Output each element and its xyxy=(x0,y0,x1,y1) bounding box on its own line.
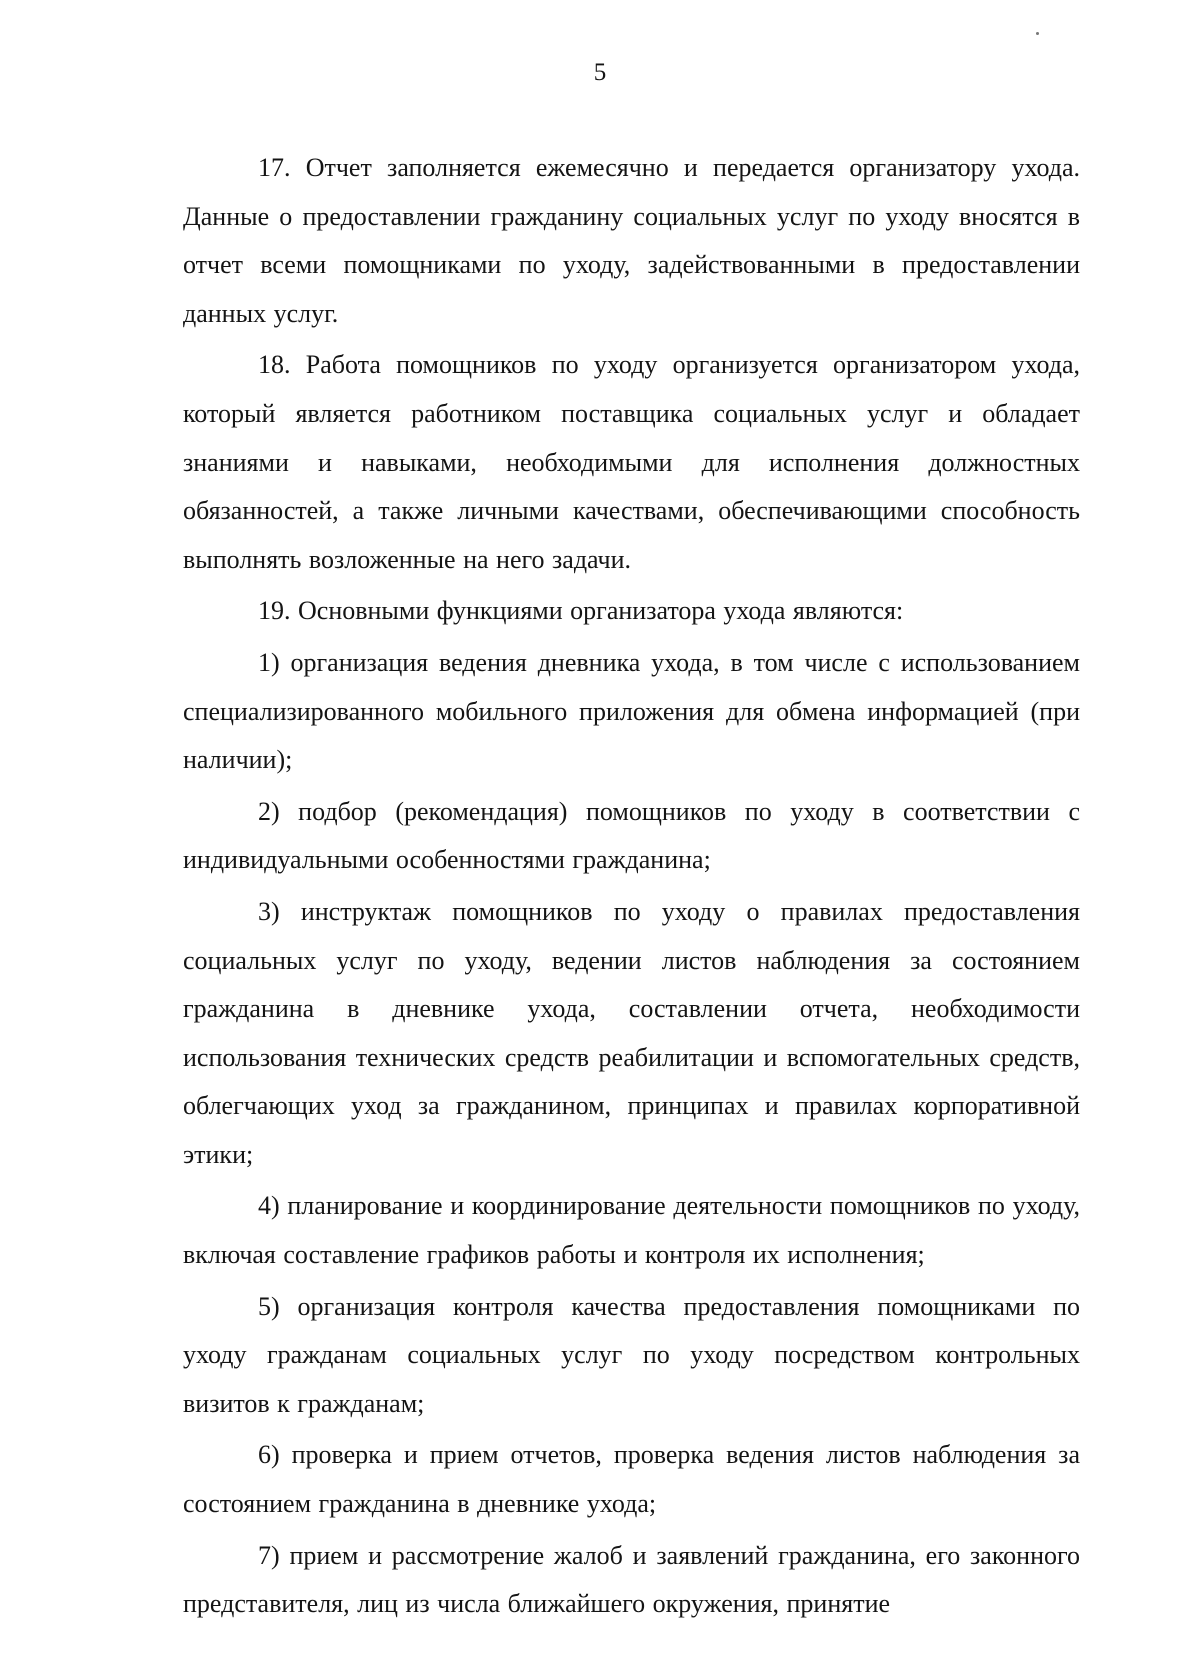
paragraph-18: 18. Работа помощников по уходу организуется организатором ухода, который является работником поставщика социальных услуг и обладает знаниями и навыками, необходимыми для исполнения должностных обязанностей, а также личными качествами, обеспечивающими способность выполнять возложенные на него задачи. xyxy=(183,350,1080,574)
list-item-5: 5) организация контроля качества предоставления помощниками по уходу гражданам социальных услуг по уходу посредством контрольных визитов к гражданам; xyxy=(183,1291,1080,1418)
document-body xyxy=(183,144,1080,1632)
page-number: 5 xyxy=(593,59,607,86)
paragraph-17: 17. Отчет заполняется ежемесячно и передается организатору ухода. Данные о предоставлении гражданину социальных услуг по уходу вносятся в отчет всеми помощниками по уходу, задействованными в предоставлении данных услуг. xyxy=(183,153,1080,328)
list-item-6: 6) проверка и прием отчетов, проверка ведения листов наблюдения за состоянием гражданина в дневнике ухода; xyxy=(183,1440,1080,1519)
list-item-1: 1) организация ведения дневника ухода, в том числе с использованием специализированного мобильного приложения для обмена информацией (при наличии); xyxy=(183,647,1080,775)
paragraph-19: 19. Основными функциями организатора ухода являются: xyxy=(258,596,904,626)
list-item-4: 4) планирование и координирование деятельности помощников по уходу, включая составление графиков работы и контроля их исполнения; xyxy=(183,1191,1080,1270)
list-item-7: 7) прием и рассмотрение жалоб и заявлений гражданина, его законного представителя, лиц из числа ближайшего окружения, принятие xyxy=(183,1540,1080,1619)
list-item-2: 2) подбор (рекомендация) помощников по уходу в соответствии с индивидуальными особенностями гражданина; xyxy=(183,796,1080,875)
scan-speck xyxy=(1036,32,1039,35)
list-item-3: 3) инструктаж помощников по уходу о правилах предоставления социальных услуг по уходу, ведении листов наблюдения за состоянием гражданина в дневнике ухода, составлении отчета, необходимости использования технических средств реабилитации и вспомогательных средств, облегчающих уход за гражданином, принципах и правилах корпоративной этики; xyxy=(183,896,1080,1169)
